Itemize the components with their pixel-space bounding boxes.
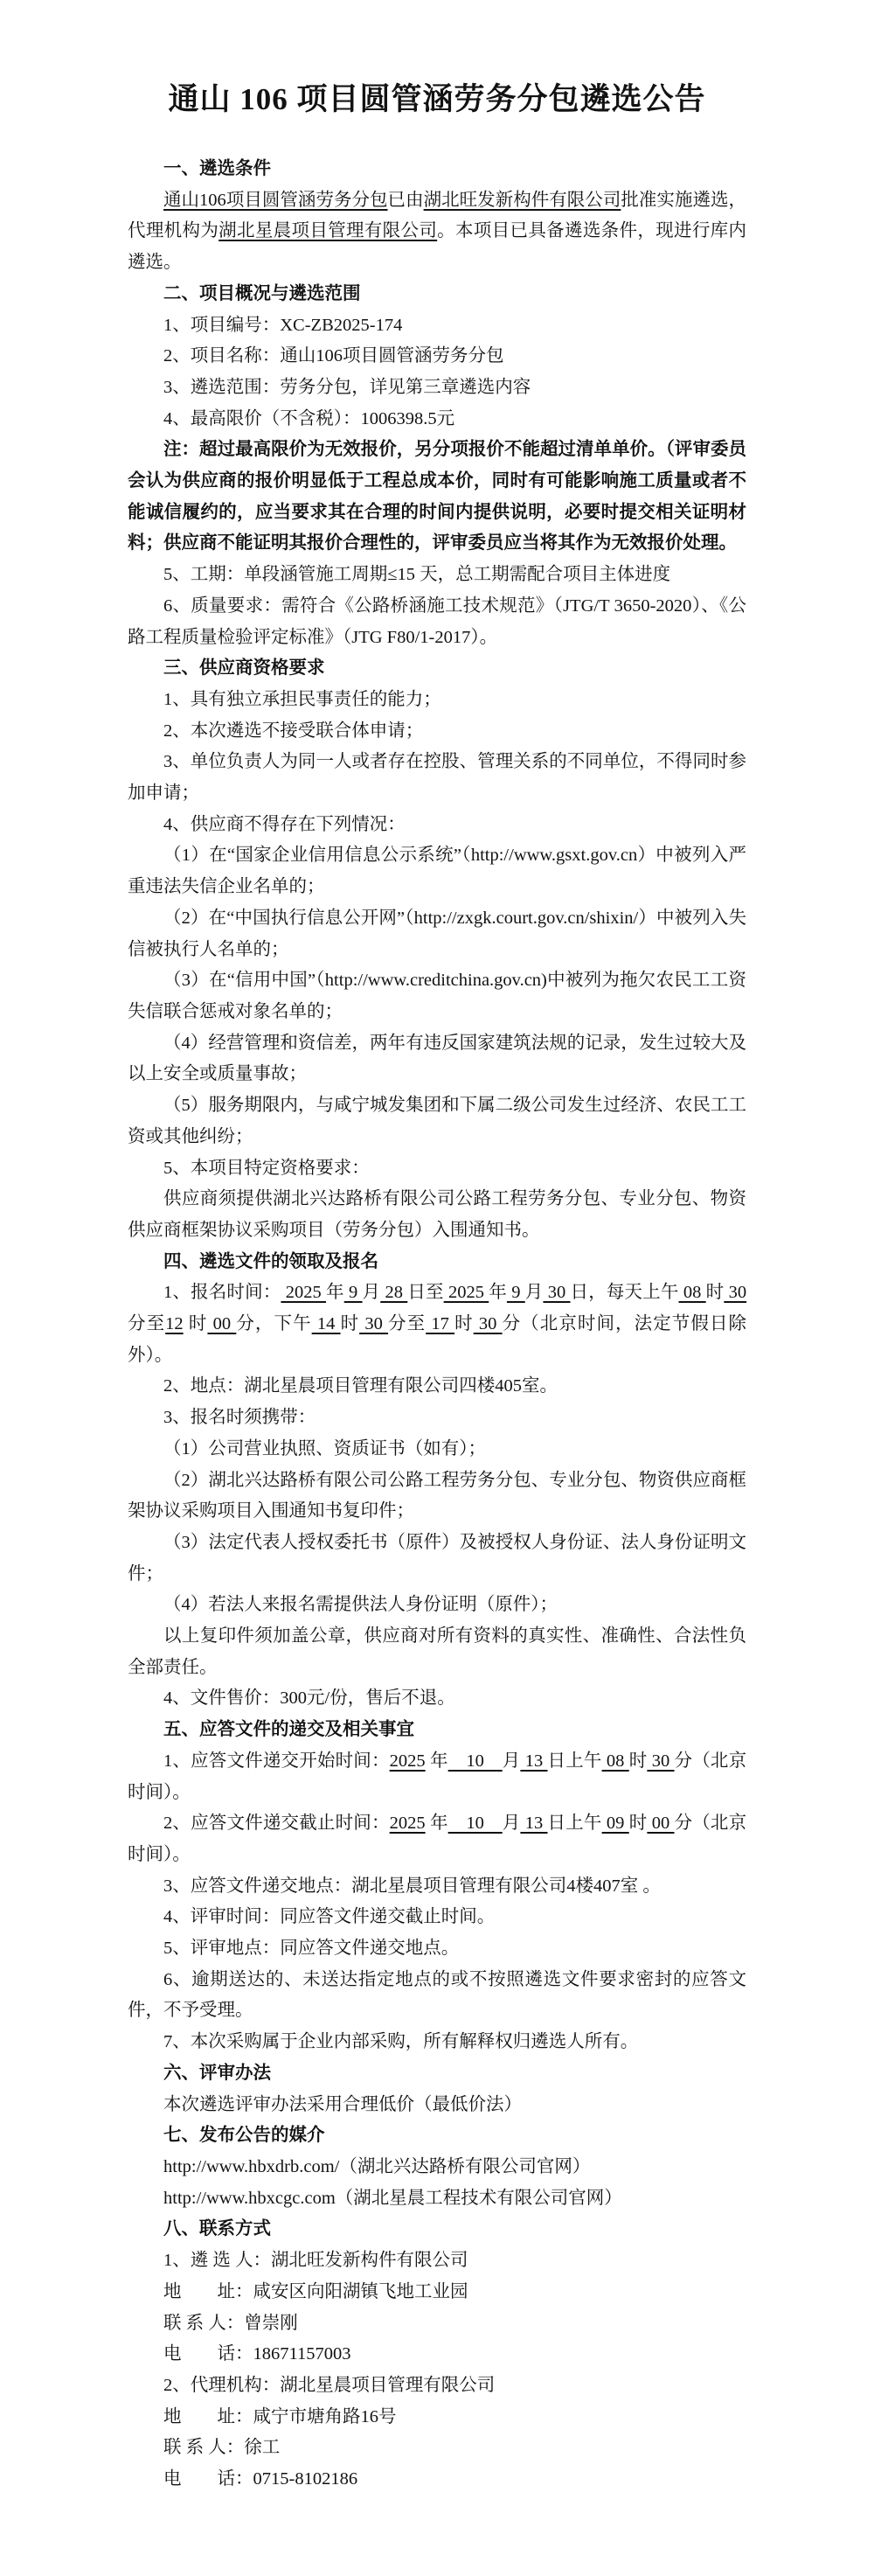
paragraph: 3、遴选范围：劳务分包，详见第三章遴选内容 <box>163 377 531 397</box>
paragraph <box>128 1278 746 1371</box>
text-segment: 年 <box>425 1751 448 1771</box>
paragraph: 1、遴 选 人：湖北旺发新构件有限公司 <box>163 2251 468 2271</box>
underlined-field: 通山106项目圆管涵劳务分包 <box>163 190 388 210</box>
text-segment: 时 <box>454 1314 474 1334</box>
paragraph: （2）湖北兴达路桥有限公司公路工程劳务分包、专业分包、物资供应商框架协议采购项目入围通知书复印件； <box>128 1470 746 1521</box>
text-segment: 日，每天上午 <box>570 1283 679 1303</box>
paragraph: 1、项目编号：XC-ZB2025-174 <box>163 315 403 335</box>
underlined-field: 30 <box>473 1314 503 1334</box>
section-heading-8: 八、联系方式 <box>163 2219 271 2239</box>
underlined-field: 28 <box>380 1283 408 1303</box>
paragraph: （2）在“中国执行信息公开网”（http://zxgk.court.gov.cn/shixin/）中被列入失信被执行人名单的； <box>128 908 746 959</box>
paragraph: 供应商须提供湖北兴达路桥有限公司公路工程劳务分包、专业分包、物资供应商框架协议采购项目（劳务分包）入围通知书。 <box>128 1189 746 1240</box>
paragraph: 2、项目名称：通山106项目圆管涵劳务分包 <box>163 346 504 366</box>
text-segment: 分（北京时间）。 <box>128 1751 747 1802</box>
paragraph: 联 系 人：曾崇刚 <box>163 2313 298 2333</box>
text-segment: 分，下午 <box>236 1314 312 1334</box>
paragraph: 1、具有独立承担民事责任的能力； <box>163 689 441 709</box>
paragraph: （1）在“国家企业信用信息公示系统”（http://www.gsxt.gov.cn）中被列入严重违法失信企业名单的； <box>128 846 746 897</box>
text-segment: 年 <box>326 1283 344 1303</box>
paragraph: （5）服务期限内，与咸宁城发集团和下属二级公司发生过经济、农民工工资或其他纠纷； <box>128 1096 746 1146</box>
paragraph: 3、应答文件递交地点：湖北星晨项目管理有限公司4楼407室 。 <box>163 1876 661 1896</box>
section-heading-5: 五、应答文件的递交及相关事宜 <box>163 1720 414 1740</box>
paragraph: 3、报名时须携带： <box>163 1408 316 1428</box>
paragraph <box>128 1808 746 1870</box>
paragraph <box>128 185 746 279</box>
text-segment: 2、应答文件递交截止时间： <box>163 1814 390 1834</box>
text-segment: 月 <box>524 1283 544 1303</box>
paragraph: 4、评审时间：同应答文件递交截止时间。 <box>163 1907 496 1927</box>
text-segment: 时 <box>628 1751 648 1771</box>
text-segment: 时 <box>628 1814 648 1834</box>
text-segment: 批准实施遴选，代理机构为 <box>128 190 747 241</box>
underlined-field: 2025 <box>281 1283 327 1303</box>
underlined-field: 08 <box>601 1751 629 1771</box>
underlined-field: 30 <box>543 1283 571 1303</box>
underlined-field: 14 <box>311 1314 341 1334</box>
underlined-field: 9 <box>343 1283 363 1303</box>
paragraph: 4、最高限价（不含税）：1006398.5元 <box>163 408 455 428</box>
underlined-field: 10 <box>447 1751 503 1771</box>
paragraph: 以上复印件须加盖公章，供应商对所有资料的真实性、准确性、合法性负全部责任。 <box>128 1626 746 1677</box>
text-segment: 年 <box>489 1283 507 1303</box>
text-segment: 日上午 <box>547 1814 602 1834</box>
paragraph: 3、单位负责人为同一人或者存在控股、管理关系的不同单位，不得同时参加申请； <box>128 752 746 804</box>
section-heading-4: 四、遴选文件的领取及报名 <box>163 1251 378 1271</box>
underlined-field: 00 <box>647 1814 675 1834</box>
underlined-field: 30 <box>724 1283 747 1303</box>
underlined-field: 9 <box>506 1283 525 1303</box>
underlined-field: 湖北旺发新构件有限公司 <box>423 190 621 210</box>
document-body <box>128 154 746 2496</box>
text-segment: 日至 <box>407 1283 444 1303</box>
text-segment: 。本项目已具备遴选条件，现进行库内遴选。 <box>128 221 747 273</box>
paragraph: http://www.hbxcgc.com（湖北星晨工程技术有限公司官网） <box>163 2188 622 2208</box>
text-segment: 分至 <box>388 1314 427 1334</box>
paragraph: 2、地点：湖北星晨项目管理有限公司四楼405室。 <box>163 1376 558 1396</box>
paragraph: 地 址：咸安区向阳湖镇飞地工业园 <box>163 2281 468 2301</box>
paragraph: 7、本次采购属于企业内部采购，所有解释权归遴选人所有。 <box>163 2032 639 2052</box>
paragraph: 2、本次遴选不接受联合体申请； <box>163 721 424 741</box>
paragraph: 注：超过最高限价为无效报价，另分项报价不能超过清单单价。（评审委员会认为供应商的报价明显低于工程总成本价，同时有可能影响施工质量或者不能诚信履约的，应当要求其在合理的时间内提供说明，必要时提交相关证明材料；供应商不能证明其报价合理性的，评审委员应当将其作为无效报价处理。 <box>128 440 746 553</box>
text-segment: 时 <box>705 1283 725 1303</box>
underlined-field: 13 <box>520 1814 548 1834</box>
underlined-field: 30 <box>647 1751 675 1771</box>
underlined-field: 08 <box>678 1283 706 1303</box>
text-segment: 月 <box>362 1283 381 1303</box>
paragraph: （4）若法人来报名需提供法人身份证明（原件）； <box>163 1595 558 1615</box>
underlined-field: 13 <box>520 1751 548 1771</box>
text-segment: 月 <box>502 1814 521 1834</box>
underlined-field: 30 <box>359 1314 389 1334</box>
underlined-field: 10 <box>447 1814 503 1834</box>
underlined-field: 湖北星晨项目管理有限公司 <box>218 221 438 241</box>
underlined-field: 2025 <box>443 1283 489 1303</box>
text-segment: 时 <box>183 1314 208 1334</box>
text-segment: 时 <box>340 1314 360 1334</box>
paragraph: （3）法定代表人授权委托书（原件）及被授权人身份证、法人身份证明文件； <box>128 1532 746 1584</box>
paragraph: 4、文件售价：300元/份，售后不退。 <box>163 1688 455 1709</box>
paragraph: 5、评审地点：同应答文件递交地点。 <box>163 1939 460 1959</box>
paragraph: 电 话：18671157003 <box>163 2344 351 2364</box>
section-heading-2: 二、项目概况与遴选范围 <box>163 283 361 303</box>
paragraph: 2、代理机构：湖北星晨项目管理有限公司 <box>163 2375 496 2395</box>
paragraph: 6、逾期送达的、未送达指定地点的或不按照遴选文件要求密封的应答文件，不予受理。 <box>128 1969 746 2021</box>
text-segment: 1、应答文件递交开始时间： <box>163 1751 390 1771</box>
section-heading-7: 七、发布公告的媒介 <box>163 2126 325 2146</box>
section-heading-6: 六、评审办法 <box>163 2063 271 2083</box>
paragraph <box>128 1746 746 1808</box>
paragraph: 地 址：咸宁市塘角路16号 <box>163 2406 397 2426</box>
text-segment: 已由 <box>387 190 424 210</box>
section-heading-1: 一、遴选条件 <box>163 159 271 178</box>
text-segment: 分（北京时间，法定节假日除外）。 <box>128 1314 747 1365</box>
paragraph: 5、工期：单段涵管施工周期≤15 天，总工期需配合项目主体进度 <box>163 565 671 585</box>
paragraph: http://www.hbxdrb.com/（湖北兴达路桥有限公司官网） <box>163 2157 591 2176</box>
underlined-field: 2025 <box>389 1751 426 1771</box>
text-segment: 1、报名时间： <box>163 1283 281 1303</box>
text-segment: 年 <box>425 1814 448 1834</box>
text-segment: 分至 <box>128 1314 166 1334</box>
paragraph: 6、质量要求：需符合《公路桥涵施工技术规范》（JTG/T 3650-2020）、《公路工程质量检验评定标准》（JTG F80/1-2017）。 <box>128 595 746 647</box>
paragraph: （3）在“信用中国”（http://www.creditchina.gov.cn)中被列为拖欠农民工工资失信联合惩戒对象名单的； <box>128 971 746 1021</box>
text-segment: 月 <box>502 1751 521 1771</box>
paragraph: （4）经营管理和资信差，两年有违反国家建筑法规的记录，发生过较大及以上安全或质量事故； <box>128 1033 746 1084</box>
text-segment: 日上午 <box>547 1751 602 1771</box>
paragraph: （1）公司营业执照、资质证书（如有）； <box>163 1438 486 1459</box>
underlined-field: 00 <box>207 1314 237 1334</box>
page-title: 通山 106 项目圆管涵劳务分包遴选公告 <box>168 82 706 116</box>
paragraph: 5、本项目特定资格要求： <box>163 1158 370 1178</box>
paragraph: 电 话：0715-8102186 <box>163 2469 358 2489</box>
paragraph: 联 系 人：徐工 <box>163 2438 281 2458</box>
underlined-field: 12 <box>165 1314 184 1334</box>
underlined-field: 09 <box>601 1814 629 1834</box>
underlined-field: 17 <box>426 1314 455 1334</box>
underlined-field: 2025 <box>389 1814 426 1834</box>
paragraph: 本次遴选评审办法采用合理低价（最低价法） <box>163 2094 522 2114</box>
section-heading-3: 三、供应商资格要求 <box>163 658 325 679</box>
text-segment: 分（北京时间）。 <box>128 1814 747 1864</box>
paragraph: 4、供应商不得存在下列情况： <box>163 814 406 834</box>
